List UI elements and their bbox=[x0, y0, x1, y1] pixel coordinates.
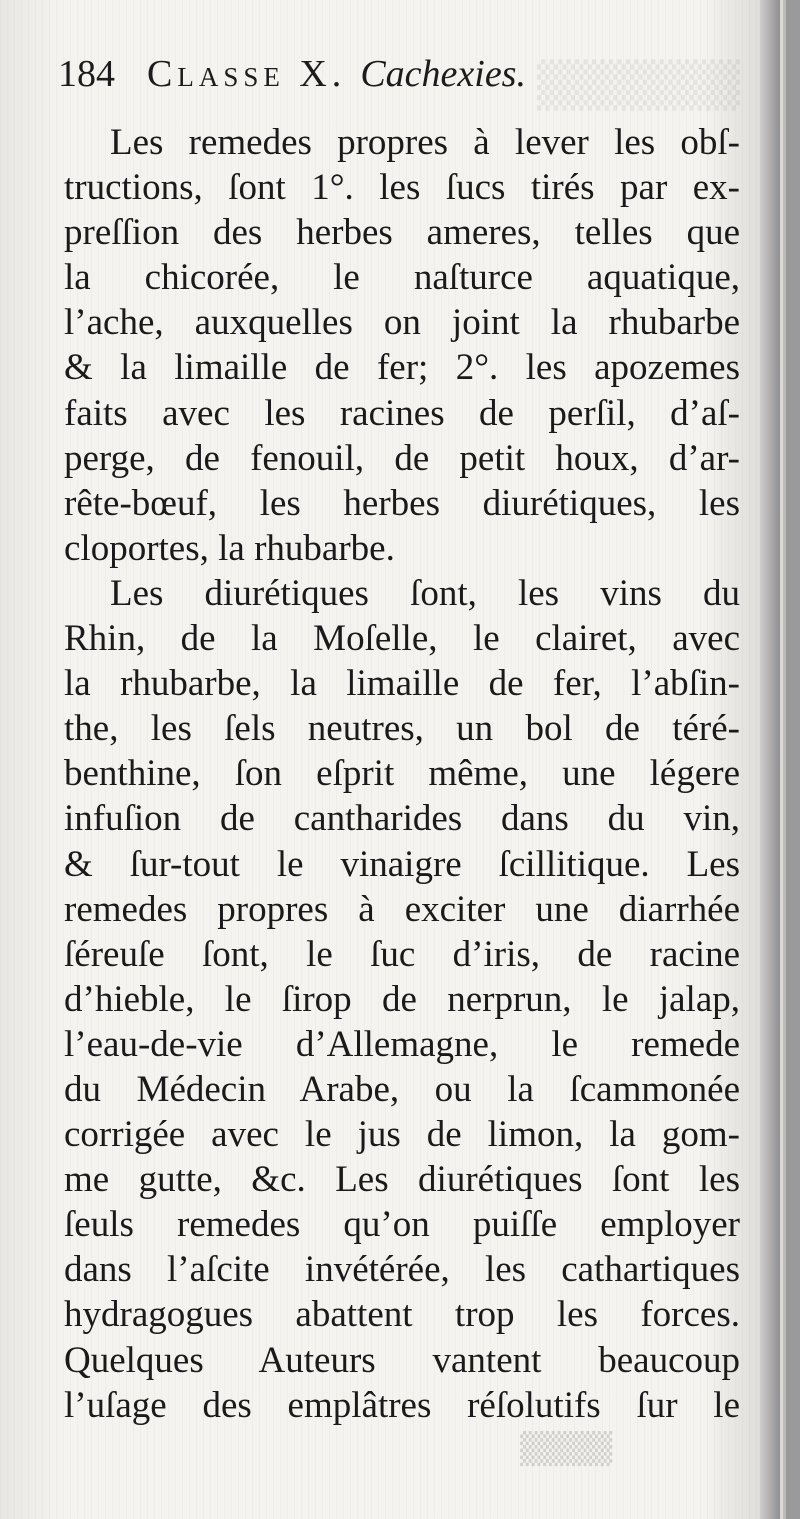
text-line: dans l’aſcite invétérée, les cathartiques bbox=[64, 1249, 740, 1291]
text-line: faits avec les racines de perſil, d’aſ- bbox=[64, 392, 740, 434]
running-header bbox=[58, 52, 738, 102]
running-subtitle: Cachexies. bbox=[360, 53, 526, 95]
running-title: Classe X. bbox=[147, 53, 347, 95]
text-line: l’uſage des emplâtres réſolutifs ſur le bbox=[64, 1384, 740, 1426]
text-line: me gutte, &c. Les diurétiques ſont les bbox=[64, 1159, 740, 1201]
text-line: perge, de fenouil, de petit houx, d’ar- bbox=[64, 437, 740, 479]
show-through-text-bottom: ▒▒▒▒ bbox=[520, 1432, 613, 1467]
text-line: ſeuls remedes qu’on puiſſe employer bbox=[64, 1204, 740, 1246]
text-line: corrigée avec le jus de limon, la gom- bbox=[64, 1114, 740, 1156]
main-text bbox=[64, 120, 740, 1428]
page-number: 184 bbox=[58, 53, 115, 95]
text-line: preſſion des herbes ameres, telles que bbox=[64, 212, 740, 254]
text-line: infuſion de cantharides dans du vin, bbox=[64, 798, 740, 840]
text-line: la rhubarbe, la limaille de fer, l’abſin- bbox=[64, 663, 740, 705]
text-line: cloportes, la rhubarbe. bbox=[64, 527, 395, 569]
show-through-text: ▒▒▒▒▒▒ bbox=[536, 60, 740, 111]
text-line: hydragogues abattent trop les forces. bbox=[64, 1294, 740, 1336]
text-line: the, les ſels neutres, un bol de téré- bbox=[64, 708, 740, 750]
text-line: du Médecin Arabe, ou la ſcammonée bbox=[64, 1068, 740, 1110]
text-line: d’hieble, le ſirop de nerprun, le jalap, bbox=[64, 978, 740, 1020]
text-line: & la limaille de fer; 2°. les apozemes bbox=[64, 347, 740, 389]
text-line: ſéreuſe ſont, le ſuc d’iris, de racine bbox=[64, 933, 740, 975]
text-line: la chicorée, le naſturce aquatique, bbox=[64, 257, 740, 299]
text-line: Les remedes propres à lever les obſ- bbox=[110, 122, 740, 163]
text-line: l’ache, auxquelles on joint la rhubarbe bbox=[64, 302, 740, 344]
text-line: tructions, ſont 1°. les ſucs tirés par ex- bbox=[64, 167, 740, 209]
page-edge-shadow bbox=[760, 0, 780, 1519]
text-line: Les diurétiques ſont, les vins du bbox=[110, 572, 740, 614]
text-line: & ſur-tout le vinaigre ſcillitique. Les bbox=[64, 843, 740, 885]
text-line: Rhin, de la Moſelle, le clairet, avec bbox=[64, 618, 740, 660]
text-line: rête-bœuf, les herbes diurétiques, les bbox=[64, 482, 740, 524]
text-line: l’eau-de-vie d’Allemagne, le remede bbox=[64, 1023, 740, 1065]
text-line: remedes propres à exciter une diarrhée bbox=[64, 888, 740, 930]
text-line: benthine, ſon eſprit même, une légere bbox=[64, 753, 740, 795]
text-line: Quelques Auteurs vantent beaucoup bbox=[64, 1339, 740, 1381]
